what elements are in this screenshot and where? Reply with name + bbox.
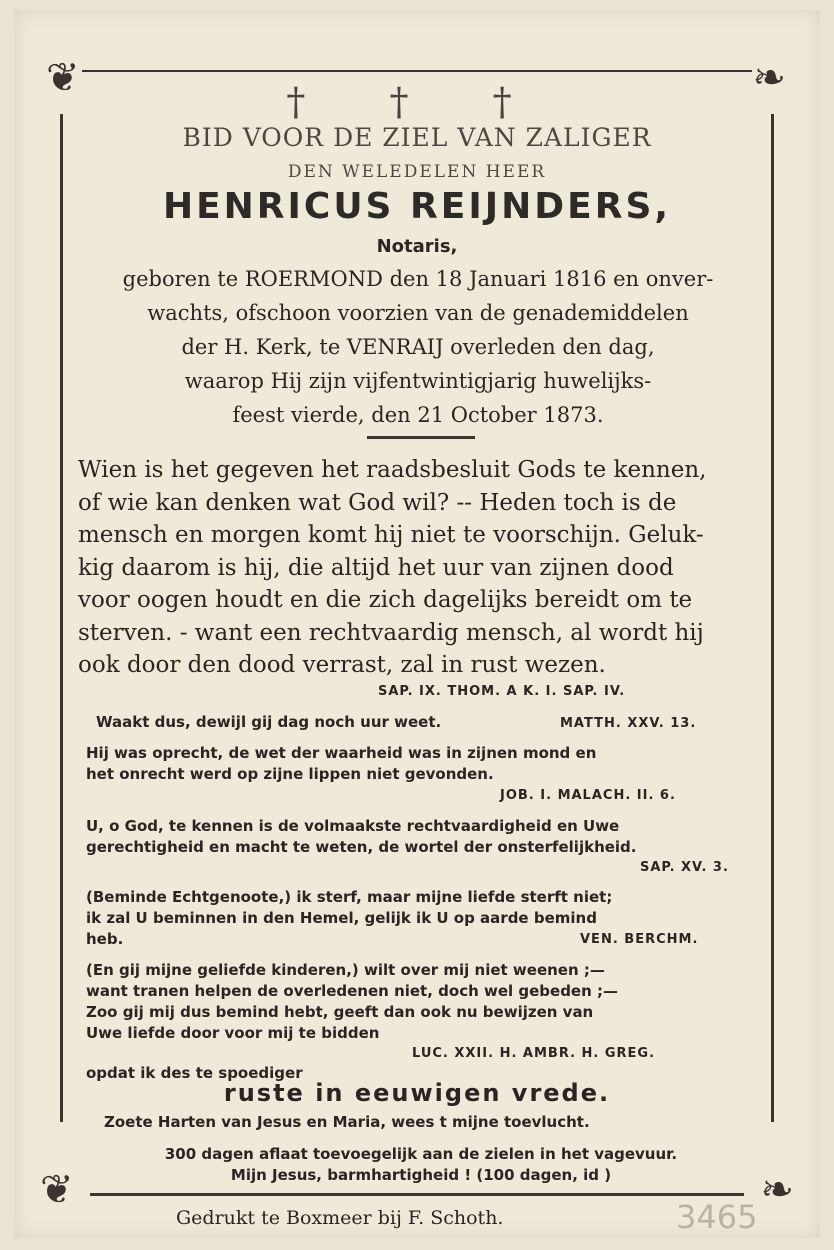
printer-credit: Gedrukt te Boxmeer bij F. Schoth. — [176, 1207, 504, 1229]
reference-matth: MATTH. XXV. 13. — [560, 716, 697, 731]
deceased-occupation: Notaris, — [376, 236, 458, 257]
biography — [78, 262, 758, 432]
bio-line: geboren te ROERMOND den 18 Januari 1816 en onver- — [122, 267, 714, 291]
bio-line: waarop Hij zijn vijfentwintigjarig huwelijks- — [184, 369, 652, 393]
frame-right-line — [771, 114, 774, 1122]
corner-ornament-icon: ❦ — [40, 1167, 74, 1213]
kinderen-block — [86, 960, 766, 1044]
quote-line: of wie kan denken wat God wil? -- Heden toch is de — [78, 489, 677, 516]
echt-line: ik zal U beminnen in den Hemel, gelijk ik U op aarde bemind — [86, 909, 597, 927]
frame-top-line — [82, 70, 752, 72]
aflaat-line: 300 dagen aflaat toevoegelijk aan de zielen in het vagevuur. — [164, 1145, 678, 1163]
quote-line: sterven. - want een rechtvaardig mensch, al wordt hij — [78, 619, 704, 646]
reference-sap2: SAP. XV. 3. — [640, 860, 729, 875]
rest-in-peace: ruste in eeuwigen vrede. — [223, 1079, 611, 1107]
frame-bottom-line — [90, 1193, 744, 1196]
reference-sap: SAP. IX. THOM. A K. I. SAP. IV. — [378, 684, 626, 699]
quote-line: kig daarom is hij, die altijd het uur van zijnen dood — [78, 554, 674, 581]
kinderen-line: Zoo gij mij dus bemind hebt, geeft dan ook nu bewijzen van — [86, 1003, 594, 1021]
deceased-name: HENRICUS REIJNDERS, — [162, 186, 672, 227]
bio-line: feest vierde, den 21 October 1873. — [232, 403, 604, 427]
waakt-text: Waakt dus, dewijl gij dag noch uur weet. — [96, 713, 442, 731]
reference-job: JOB. I. MALACH. II. 6. — [500, 788, 676, 803]
god-block — [86, 816, 766, 858]
heading-prayer: BID VOOR DE ZIEL VAN ZALIGER — [182, 123, 652, 152]
corner-ornament-icon: ❦ — [46, 55, 80, 101]
kinderen-line: want tranen helpen de overledenen niet, doch wel gebeden ;— — [86, 982, 619, 1000]
inventory-number: 3465 — [676, 1198, 758, 1236]
god-line: U, o God, te kennen is de volmaakste rechtvaardigheid en Uwe — [86, 817, 620, 835]
heading-honorific: DEN WELEDELEN HEER — [287, 162, 547, 182]
frame-left-line — [60, 114, 63, 1122]
quote-line: Wien is het gegeven het raadsbesluit Gods te kennen, — [78, 457, 707, 483]
zoete-line — [104, 1112, 784, 1133]
indulgence-block — [96, 1144, 746, 1186]
oprecht-block — [86, 743, 766, 785]
kinderen-line: Uwe liefde door voor mij te bidden — [86, 1024, 380, 1042]
scripture-quote — [78, 454, 758, 682]
kinderen-line: (En gij mijne geliefde kinderen,) wilt over mij niet weenen ;— — [86, 961, 605, 979]
opdat-text: opdat ik des te spoediger — [86, 1064, 303, 1082]
bio-line: wachts, ofschoon voorzien van de genademiddelen — [147, 301, 689, 325]
reference-luc: LUC. XXII. H. AMBR. H. GREG. — [412, 1046, 656, 1061]
aflaat-line: Mijn Jesus, barmhartigheid ! (100 dagen, id ) — [230, 1166, 612, 1184]
corner-ornament-icon: ❧ — [760, 1167, 794, 1213]
bio-line: der H. Kerk, te VENRAIJ overleden den dag, — [181, 335, 655, 359]
quote-line: voor oogen houdt en die zich dagelijks bereidt om te — [78, 587, 693, 613]
crosses-icon: † † † — [286, 80, 548, 124]
oprecht-line: het onrecht werd op zijne lippen niet gevonden. — [86, 765, 494, 783]
oprecht-line: Hij was oprecht, de wet der waarheid was in zijnen mond en — [86, 744, 597, 762]
reference-berchm: VEN. BERCHM. — [580, 932, 699, 947]
god-line: gerechtigheid en macht te weten, de wortel der onsterfelijkheid. — [86, 838, 637, 856]
quote-line: ook door den dood verrast, zal in rust wezen. — [78, 652, 606, 678]
zoete-text: Zoete Harten van Jesus en Maria, wees t mijne toevlucht. — [104, 1113, 590, 1131]
corner-ornament-icon: ❧ — [752, 55, 786, 101]
echt-line: (Beminde Echtgenoote,) ik sterf, maar mijne liefde sterft niet; — [86, 888, 613, 906]
divider — [367, 436, 475, 439]
echt-line: heb. — [86, 930, 124, 948]
quote-line: mensch en morgen komt hij niet te voorschijn. Geluk- — [78, 522, 704, 548]
